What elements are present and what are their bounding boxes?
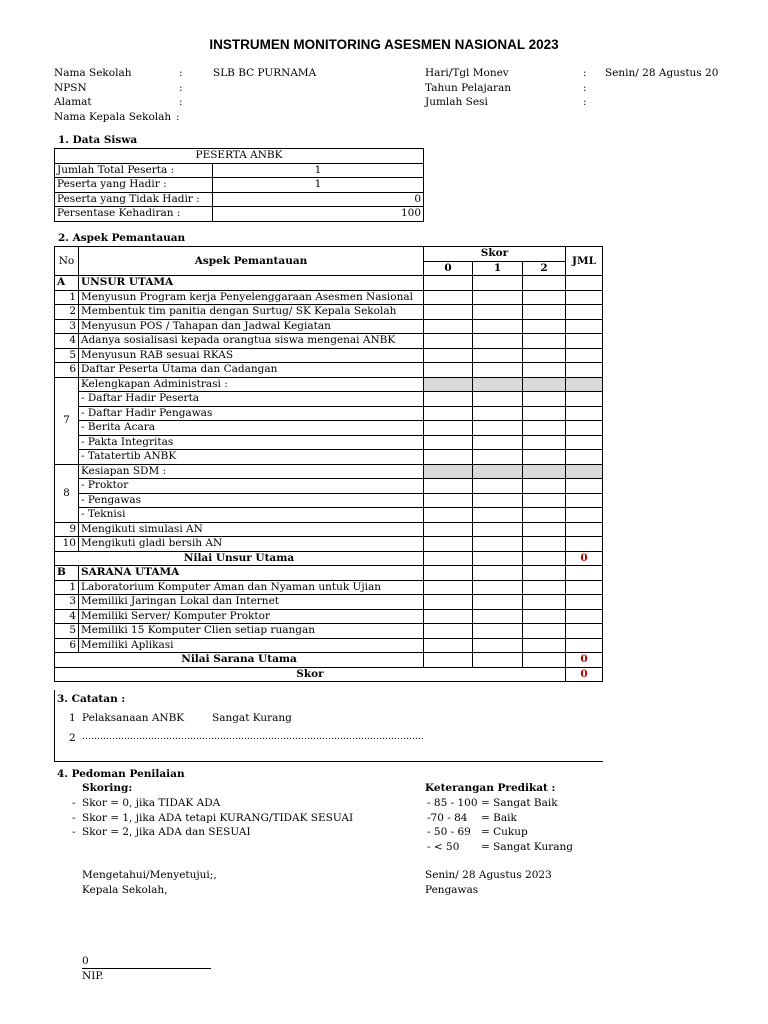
score-cell [566, 566, 603, 581]
aspek-sub-row [55, 493, 603, 508]
score-cell [566, 479, 603, 494]
score-cell [566, 276, 603, 291]
skoring-dash: - [72, 811, 76, 824]
score-cell [424, 638, 473, 653]
score-cell [424, 522, 473, 537]
score-cell [424, 464, 473, 479]
total-row [55, 551, 603, 566]
score-cell [473, 348, 523, 363]
score-cell [424, 406, 473, 421]
skoring-dash: - [72, 826, 76, 838]
nip-label: NIP. [82, 970, 104, 982]
score-cell [424, 450, 473, 465]
score-cell [424, 580, 473, 595]
score-cell [424, 435, 473, 450]
aspek-no: 2 [55, 305, 79, 320]
score-cell [473, 276, 523, 291]
col-no: No [55, 247, 79, 276]
score-cell [473, 551, 523, 566]
score-cell [566, 406, 603, 421]
aspek-row [55, 305, 603, 320]
header-colon: : [179, 96, 183, 108]
siswa-value: 1 [212, 163, 423, 178]
skor-col-0: 0 [424, 261, 473, 276]
skoring-item: Skor = 0, jika TIDAK ADA [82, 797, 221, 809]
aspek-table [54, 246, 603, 682]
section-row [55, 566, 603, 581]
section-label: UNSUR UTAMA [79, 276, 424, 291]
kepala-sekolah-name: 0 [82, 955, 89, 967]
score-cell [566, 290, 603, 305]
aspek-text: Memiliki 15 Komputer Clien setiap ruangan [79, 624, 424, 639]
score-cell [424, 348, 473, 363]
score-cell [566, 537, 603, 552]
predikat-label: = Sangat Kurang [481, 840, 574, 853]
score-cell [424, 493, 473, 508]
aspek-sub-row [55, 450, 603, 465]
aspek-no: 8 [55, 464, 79, 522]
score-cell [566, 334, 603, 349]
score-cell [473, 392, 523, 407]
score-cell [566, 392, 603, 407]
aspek-sub-text: - Daftar Hadir Peserta [79, 392, 424, 407]
header-label: Tahun Pelajaran [425, 81, 512, 94]
header-label: Jumlah Sesi [425, 96, 488, 108]
aspek-no: 1 [55, 290, 79, 305]
score-cell [566, 493, 603, 508]
score-cell [566, 508, 603, 523]
score-cell [523, 624, 566, 639]
score-cell [424, 392, 473, 407]
total-value: 0 [566, 551, 603, 566]
siswa-value: 1 [212, 178, 423, 193]
score-cell [523, 406, 566, 421]
score-cell [473, 363, 523, 378]
score-cell [424, 377, 473, 392]
predikat-label: = Sangat Baik [481, 797, 558, 809]
pengawas-label: Pengawas [425, 884, 479, 896]
aspek-no: 10 [55, 537, 79, 552]
score-cell [566, 377, 603, 392]
aspek-row [55, 537, 603, 552]
score-cell [523, 377, 566, 392]
aspek-sub-row [55, 479, 603, 494]
header-value: SLB BC PURNAMA [213, 67, 317, 79]
score-cell [523, 493, 566, 508]
score-cell [523, 319, 566, 334]
score-cell [523, 609, 566, 624]
aspek-text: Menyusun POS / Tahapan dan Jadwal Kegiatan [79, 319, 424, 334]
aspek-no: 6 [55, 638, 79, 653]
score-cell [473, 334, 523, 349]
score-cell [566, 580, 603, 595]
aspek-row [55, 290, 603, 305]
aspek-row [55, 595, 603, 610]
score-cell [424, 624, 473, 639]
header-colon: : [583, 96, 587, 108]
score-cell [566, 450, 603, 465]
score-cell [473, 406, 523, 421]
aspek-row [55, 609, 603, 624]
aspek-sub-text: - Teknisi [79, 508, 424, 523]
aspek-text: Memiliki Aplikasi [79, 638, 424, 653]
aspek-sub-text: - Berita Acara [79, 421, 424, 436]
score-cell [424, 276, 473, 291]
col-jml: JML [566, 247, 603, 276]
aspek-no: 5 [55, 624, 79, 639]
score-cell [523, 305, 566, 320]
score-cell [424, 479, 473, 494]
score-cell [523, 595, 566, 610]
aspek-no: 5 [55, 348, 79, 363]
score-cell [424, 319, 473, 334]
score-cell [424, 551, 473, 566]
score-cell [566, 421, 603, 436]
score-cell [424, 537, 473, 552]
score-cell [523, 392, 566, 407]
siswa-value: 0 [212, 192, 423, 207]
aspek-sub-row [55, 406, 603, 421]
score-cell [424, 305, 473, 320]
score-cell [566, 595, 603, 610]
aspek-no: 6 [55, 363, 79, 378]
score-cell [523, 566, 566, 581]
aspek-row [55, 580, 603, 595]
section-label: SARANA UTAMA [79, 566, 424, 581]
score-cell [523, 435, 566, 450]
signature-line [82, 968, 211, 969]
aspek-row [55, 638, 603, 653]
siswa-row [55, 207, 424, 222]
score-cell [424, 421, 473, 436]
header-colon: : [179, 81, 183, 94]
siswa-row [55, 163, 424, 178]
score-cell [566, 638, 603, 653]
aspek-no: 3 [55, 319, 79, 334]
score-cell [523, 334, 566, 349]
score-cell [566, 624, 603, 639]
score-cell [424, 595, 473, 610]
header-label: Nama Sekolah [54, 67, 132, 79]
predikat-range: - 85 - 100 [427, 797, 478, 809]
data-siswa-heading: 1. Data Siswa [58, 134, 138, 146]
siswa-label: Persentase Kehadiran : [55, 207, 213, 222]
aspek-row [55, 363, 603, 378]
score-cell [473, 377, 523, 392]
score-cell [523, 290, 566, 305]
score-cell [473, 508, 523, 523]
score-cell [523, 348, 566, 363]
catatan-value-1: Sangat Kurang [212, 712, 292, 724]
score-cell [523, 522, 566, 537]
score-cell [566, 609, 603, 624]
aspek-text: Mengikuti gladi bersih AN [79, 537, 424, 552]
score-cell [523, 580, 566, 595]
score-cell [523, 479, 566, 494]
col-skor: Skor [424, 247, 566, 262]
skor-total-label: Skor [55, 667, 566, 682]
score-cell [523, 638, 566, 653]
aspek-no: 4 [55, 609, 79, 624]
score-cell [566, 464, 603, 479]
score-cell [566, 319, 603, 334]
score-cell [473, 479, 523, 494]
aspek-row [55, 348, 603, 363]
score-cell [473, 305, 523, 320]
score-cell [424, 566, 473, 581]
total-row [55, 653, 603, 668]
pedoman-heading: 4. Pedoman Penilaian [57, 768, 185, 780]
score-cell [566, 522, 603, 537]
header-label: NPSN [54, 81, 87, 94]
aspek-sub-text: - Proktor [79, 479, 424, 494]
aspek-no: 4 [55, 334, 79, 349]
predikat-title: Keterangan Predikat : [425, 782, 556, 794]
skoring-title: Skoring: [82, 782, 133, 794]
skor-total-value: 0 [566, 667, 603, 682]
predikat-range: - 50 - 69 [427, 826, 471, 838]
section-code: B [55, 566, 79, 581]
score-cell [566, 435, 603, 450]
sign-date: Senin/ 28 Agustus 2023 [425, 869, 552, 881]
aspek-text: Laboratorium Komputer Aman dan Nyaman untuk Ujian [79, 580, 424, 595]
aspek-text: Membentuk tim panitia dengan Surtug/ SK Kepala Sekolah [79, 305, 424, 320]
aspek-group-row [55, 464, 603, 479]
skor-col-2: 2 [523, 261, 566, 276]
aspek-no: 7 [55, 377, 79, 464]
aspek-group-row [55, 377, 603, 392]
header-label: Nama Kepala Sekolah [54, 110, 172, 123]
predikat-range: - < 50 [427, 840, 460, 853]
score-cell [473, 435, 523, 450]
aspek-no: 1 [55, 580, 79, 595]
aspek-text: Menyusun RAB sesuai RKAS [79, 348, 424, 363]
score-cell [473, 319, 523, 334]
section-code: A [55, 276, 79, 291]
skoring-item: Skor = 1, jika ADA tetapi KURANG/TIDAK SESUAI [82, 811, 354, 824]
score-cell [523, 450, 566, 465]
aspek-group-head: Kesiapan SDM : [79, 464, 424, 479]
predikat-range: -70 - 84 [427, 811, 468, 824]
score-cell [566, 363, 603, 378]
aspek-no: 3 [55, 595, 79, 610]
predikat-label: = Cukup [481, 826, 528, 838]
catatan-no-2: 2 [69, 732, 76, 744]
aspek-text: Menyusun Program kerja Penyelenggaraan Asesmen Nasional [79, 290, 424, 305]
score-cell [473, 566, 523, 581]
score-cell [424, 334, 473, 349]
header-value: Senin/ 28 Agustus 20 [605, 67, 719, 79]
aspek-text: Daftar Peserta Utama dan Cadangan [79, 363, 424, 378]
page-title: INSTRUMEN MONITORING ASESMEN NASIONAL 2023 [209, 37, 559, 52]
data-siswa-table [54, 148, 424, 222]
header-colon: : [583, 81, 587, 94]
total-label: Nilai Unsur Utama [55, 551, 424, 566]
header-label: Hari/Tgl Monev [425, 67, 509, 79]
score-cell [473, 638, 523, 653]
score-cell [523, 508, 566, 523]
score-cell [473, 450, 523, 465]
aspek-row [55, 334, 603, 349]
score-cell [424, 363, 473, 378]
aspek-sub-row [55, 421, 603, 436]
aspek-row [55, 522, 603, 537]
header-colon: : [176, 110, 180, 123]
catatan-left-border [54, 690, 55, 762]
aspek-sub-text: - Pengawas [79, 493, 424, 508]
aspek-sub-text: - Tatatertib ANBK [79, 450, 424, 465]
catatan-text-2: …………………………………………………………………………………………………… [82, 732, 424, 742]
siswa-label: Peserta yang Tidak Hadir : [55, 192, 213, 207]
score-cell [473, 595, 523, 610]
aspek-sub-row [55, 392, 603, 407]
aspek-text: Adanya sosialisasi kepada orangtua siswa mengenai ANBK [79, 334, 424, 349]
score-cell [523, 464, 566, 479]
header-label: Alamat [54, 96, 92, 108]
aspek-no: 9 [55, 522, 79, 537]
score-cell [473, 580, 523, 595]
col-aspek: Aspek Pemantauan [79, 247, 424, 276]
score-cell [424, 609, 473, 624]
score-cell [473, 522, 523, 537]
score-cell [566, 348, 603, 363]
siswa-row [55, 192, 424, 207]
kepala-sekolah-label: Kepala Sekolah, [82, 884, 168, 896]
catatan-no-1: 1 [69, 712, 76, 724]
siswa-row [55, 178, 424, 193]
aspek-row [55, 319, 603, 334]
aspek-row [55, 624, 603, 639]
score-cell [424, 508, 473, 523]
score-cell [424, 653, 473, 668]
aspek-sub-text: - Pakta Integritas [79, 435, 424, 450]
aspek-sub-row [55, 508, 603, 523]
peserta-anbk-title: PESERTA ANBK [55, 149, 424, 164]
aspek-sub-text: - Daftar Hadir Pengawas [79, 406, 424, 421]
aspek-group-head: Kelengkapan Administrasi : [79, 377, 424, 392]
aspek-text: Memiliki Server/ Komputer Proktor [79, 609, 424, 624]
score-cell [473, 624, 523, 639]
siswa-label: Peserta yang Hadir : [55, 178, 213, 193]
score-cell [523, 276, 566, 291]
score-cell [473, 609, 523, 624]
header-colon: : [179, 67, 183, 79]
score-cell [473, 464, 523, 479]
score-cell [523, 421, 566, 436]
header-colon: : [583, 67, 587, 79]
score-cell [473, 290, 523, 305]
score-cell [523, 363, 566, 378]
score-cell [473, 493, 523, 508]
score-cell [424, 290, 473, 305]
score-cell [473, 653, 523, 668]
total-value: 0 [566, 653, 603, 668]
score-cell [473, 537, 523, 552]
catatan-text-1: Pelaksanaan ANBK [82, 712, 185, 724]
skoring-item: Skor = 2, jika ADA dan SESUAI [82, 826, 251, 838]
score-cell [566, 305, 603, 320]
score-cell [523, 551, 566, 566]
score-cell [473, 421, 523, 436]
skor-col-1: 1 [473, 261, 523, 276]
aspek-text: Mengikuti simulasi AN [79, 522, 424, 537]
mengetahui-label: Mengetahui/Menyetujui;, [82, 869, 217, 881]
aspek-text: Memiliki Jaringan Lokal dan Internet [79, 595, 424, 610]
skoring-dash: - [72, 797, 76, 809]
catatan-bottom-border [54, 761, 603, 762]
siswa-label: Jumlah Total Peserta : [55, 163, 213, 178]
section-row [55, 276, 603, 291]
siswa-value: 100 [212, 207, 423, 222]
aspek-heading: 2. Aspek Pemantauan [58, 232, 186, 244]
predikat-label: = Baik [481, 811, 517, 824]
score-cell [523, 653, 566, 668]
skor-total-row [55, 667, 603, 682]
aspek-sub-row [55, 435, 603, 450]
catatan-heading: 3. Catatan : [57, 693, 126, 705]
total-label: Nilai Sarana Utama [55, 653, 424, 668]
score-cell [523, 537, 566, 552]
